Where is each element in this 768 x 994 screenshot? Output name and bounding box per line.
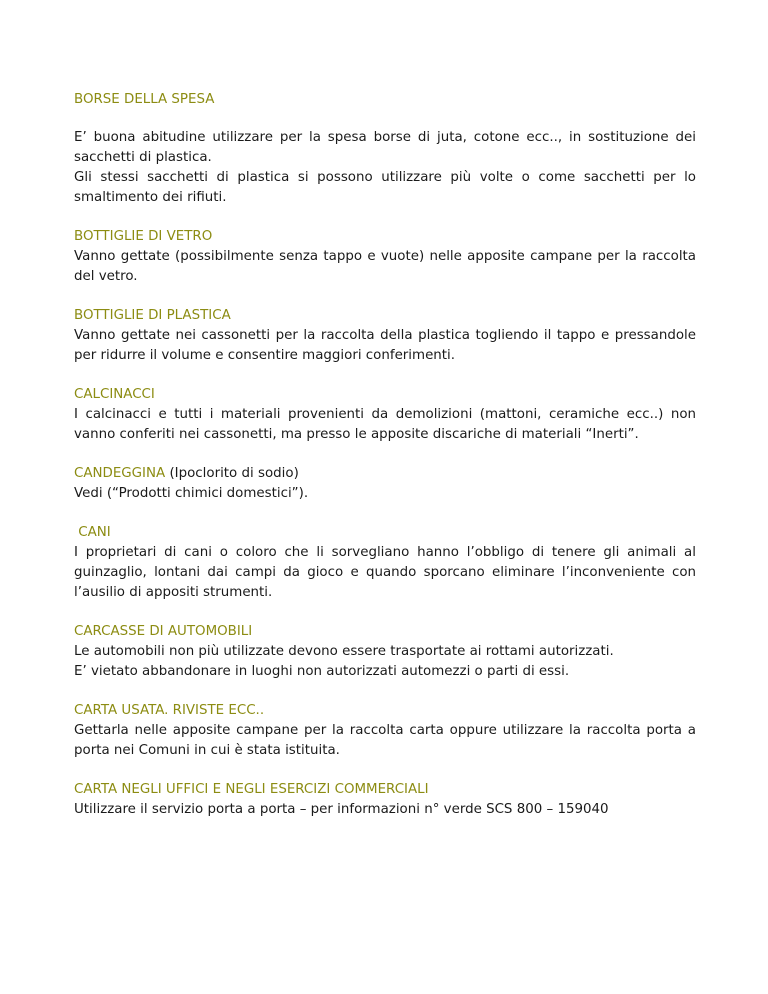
section-paragraph: E’ buona abitudine utilizzare per la spesa borse di juta, cotone ecc.., in sostituzione dei sacchetti di plastica.: [74, 130, 696, 165]
section-paragraph: Gettarla nelle apposite campane per la raccolta carta oppure utilizzare la raccolta porta a porta nei Comuni in cui è stata istituita.: [74, 723, 696, 758]
section-paragraph: Vedi (“Prodotti chimici domestici”).: [74, 486, 309, 501]
section-heading: CARTA NEGLI UFFICI E NEGLI ESERCIZI COMMERCIALI: [74, 782, 429, 797]
document-page: [74, 90, 696, 820]
section-paragraph: Vanno gettate (possibilmente senza tappo e vuote) nelle apposite campane per la raccolta del vetro.: [74, 249, 696, 284]
section-heading: CANI: [74, 525, 111, 540]
section-cani: [74, 523, 696, 603]
section-heading: [74, 464, 696, 484]
section-paragraph: Le automobili non più utilizzate devono essere trasportate ai rottami autorizzati.: [74, 644, 614, 659]
section-calcinacci: [74, 385, 696, 445]
section-heading: CARCASSE DI AUTOMOBILI: [74, 624, 253, 639]
section-bottiglie-di-plastica: [74, 306, 696, 366]
section-paragraph: I proprietari di cani o coloro che li sorvegliano hanno l’obbligo di tenere gli animali al guinzaglio, lontani dai campi da gioco e quando sporcano eliminare l’inconveniente con l’ausilio di appositi strumenti.: [74, 545, 696, 600]
section-paragraph: Gli stessi sacchetti di plastica si possono utilizzare più volte o come sacchetti per lo smaltimento dei rifiuti.: [74, 170, 696, 205]
section-heading-title: CANDEGGINA: [74, 466, 166, 481]
section-carta-negli-uffici: [74, 780, 696, 820]
section-paragraph: Vanno gettate nei cassonetti per la raccolta della plastica togliendo il tappo e pressandole per ridurre il volume e consentire maggiori conferimenti.: [74, 328, 696, 363]
section-heading: BORSE DELLA SPESA: [74, 92, 215, 107]
section-heading-subtitle: (Ipoclorito di sodio): [165, 466, 299, 481]
section-paragraph: E’ vietato abbandonare in luoghi non autorizzati automezzi o parti di essi.: [74, 664, 570, 679]
section-paragraph: Utilizzare il servizio porta a porta – per informazioni n° verde SCS 800 – 159040: [74, 802, 609, 817]
section-heading: BOTTIGLIE DI VETRO: [74, 229, 213, 244]
section-heading: BOTTIGLIE DI PLASTICA: [74, 308, 231, 323]
section-heading: CALCINACCI: [74, 387, 155, 402]
section-heading: CARTA USATA. RIVISTE ECC..: [74, 703, 265, 718]
section-candeggina: [74, 464, 696, 504]
section-bottiglie-di-vetro: [74, 227, 696, 287]
section-carta-usata: [74, 701, 696, 761]
section-carcasse-di-automobili: [74, 622, 696, 682]
section-borse-della-spesa: [74, 90, 696, 208]
section-paragraph: I calcinacci e tutti i materiali provenienti da demolizioni (mattoni, ceramiche ecc..) non vanno conferiti nei cassonetti, ma presso le apposite discariche di materiali “Inerti”.: [74, 407, 696, 442]
